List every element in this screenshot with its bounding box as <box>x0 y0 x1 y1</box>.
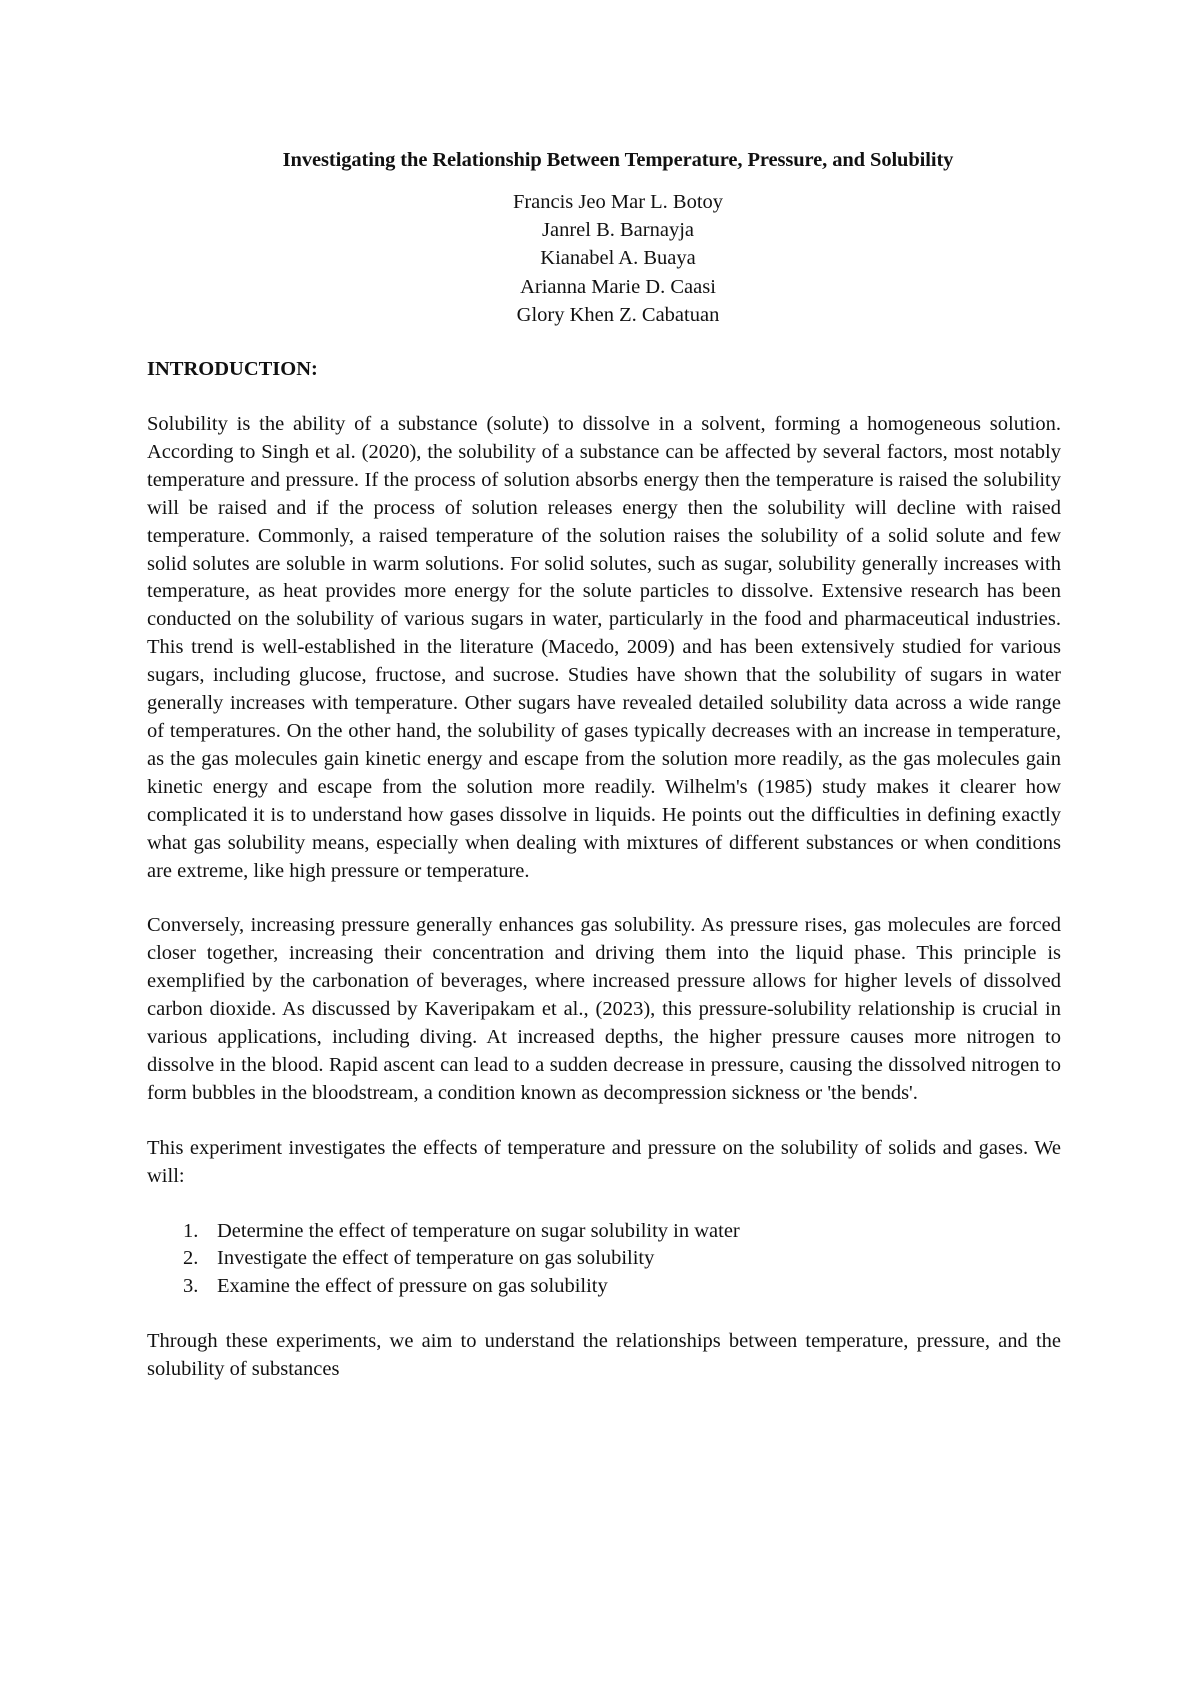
author-name: Kianabel A. Buaya <box>540 247 696 270</box>
author-name: Arianna Marie D. Caasi <box>520 275 716 298</box>
intro-paragraph-2: Conversely, increasing pressure generally enhances gas solubility. As pressure rises, gas molecules are forced closer together, increasing their concentration and driving them into the liquid phase. This principle is exemplified by the carbonation of beverages, where increased pressure allows for higher levels of dissolved carbon dioxide. As discussed by Kaveripakam et al., (2023), this pressure-solubility relationship is crucial in various applications, including diving. At increased depths, the higher pressure causes more nitrogen to dissolve in the blood. Rapid ascent can lead to a sudden decrease in pressure, causing the dissolved nitrogen to form bubbles in the bloodstream, a condition known as decompression sickness or 'the bends'. <box>147 914 1061 1104</box>
closing-paragraph: Through these experiments, we aim to understand the relationships between temperature, pressure, and the solubility of substances <box>147 1330 1061 1381</box>
objective-number: 3. <box>183 1275 199 1298</box>
objective-item <box>183 1273 1061 1301</box>
objective-text: Determine the effect of temperature on sugar solubility in water <box>217 1219 740 1242</box>
author-name: Francis Jeo Mar L. Botoy <box>512 191 724 213</box>
author-name: Janrel B. Barnayja <box>542 219 694 242</box>
objectives-list <box>147 1218 1061 1302</box>
intro-paragraph-1: Solubility is the ability of a substance (solute) to dissolve in a solvent, forming a homogeneous solution. According to Singh et al. (2020), the solubility of a substance can be affected by several factors, most notably temperature and pressure. If the process of solution absorbs energy then the temperature is raised the solubility will be raised and if the process of solution releases energy then the solubility will decline with raised temperature. Commonly, a raised temperature of the solution raises the solubility of a solid solute and few solid solutes are soluble in warm solutions. For solid solutes, such as sugar, solubility generally increases with temperature, as heat provides more energy for the solute particles to dissolve. Extensive research has been conducted on the solubility of various sugars in water, particularly in the food and pharmaceutical industries. This trend is well-established in the literature (Macedo, 2009) and has been extensively studied for various sugars, including glucose, fructose, and sucrose. Studies have shown that the solubility of sugars in water generally increases with temperature. Other sugars have revealed detailed solubility data across a wide range of temperatures. On the other hand, the solubility of gases typically decreases with an increase in temperature, as the gas molecules gain kinetic energy and escape from the solution more readily, as the gas molecules gain kinetic energy and escape from the solution more readily. Wilhelm's (1985) study makes it clearer how complicated it is to understand how gases dissolve in liquids. He points out the difficulties in defining exactly what gas solubility means, especially when dealing with mixtures of different substances or when conditions are extreme, like high pressure or temperature. <box>147 413 1061 882</box>
objective-item <box>183 1218 1061 1246</box>
author-name: Glory Khen Z. Cabatuan <box>516 303 720 326</box>
objective-number: 2. <box>183 1247 199 1270</box>
section-heading-introduction: INTRODUCTION: <box>147 358 318 381</box>
document-title: Investigating the Relationship Between Temperature, Pressure, and Solubility <box>282 149 954 171</box>
author-list <box>147 188 1061 329</box>
intro-paragraph-3: This experiment investigates the effects of temperature and pressure on the solubility of solids and gases. We will: <box>147 1136 1061 1187</box>
objective-text: Investigate the effect of temperature on gas solubility <box>217 1247 655 1270</box>
document-body <box>147 146 1061 1384</box>
objective-item <box>183 1245 1061 1273</box>
objective-text: Examine the effect of pressure on gas solubility <box>217 1275 608 1298</box>
objective-number: 1. <box>183 1219 199 1242</box>
